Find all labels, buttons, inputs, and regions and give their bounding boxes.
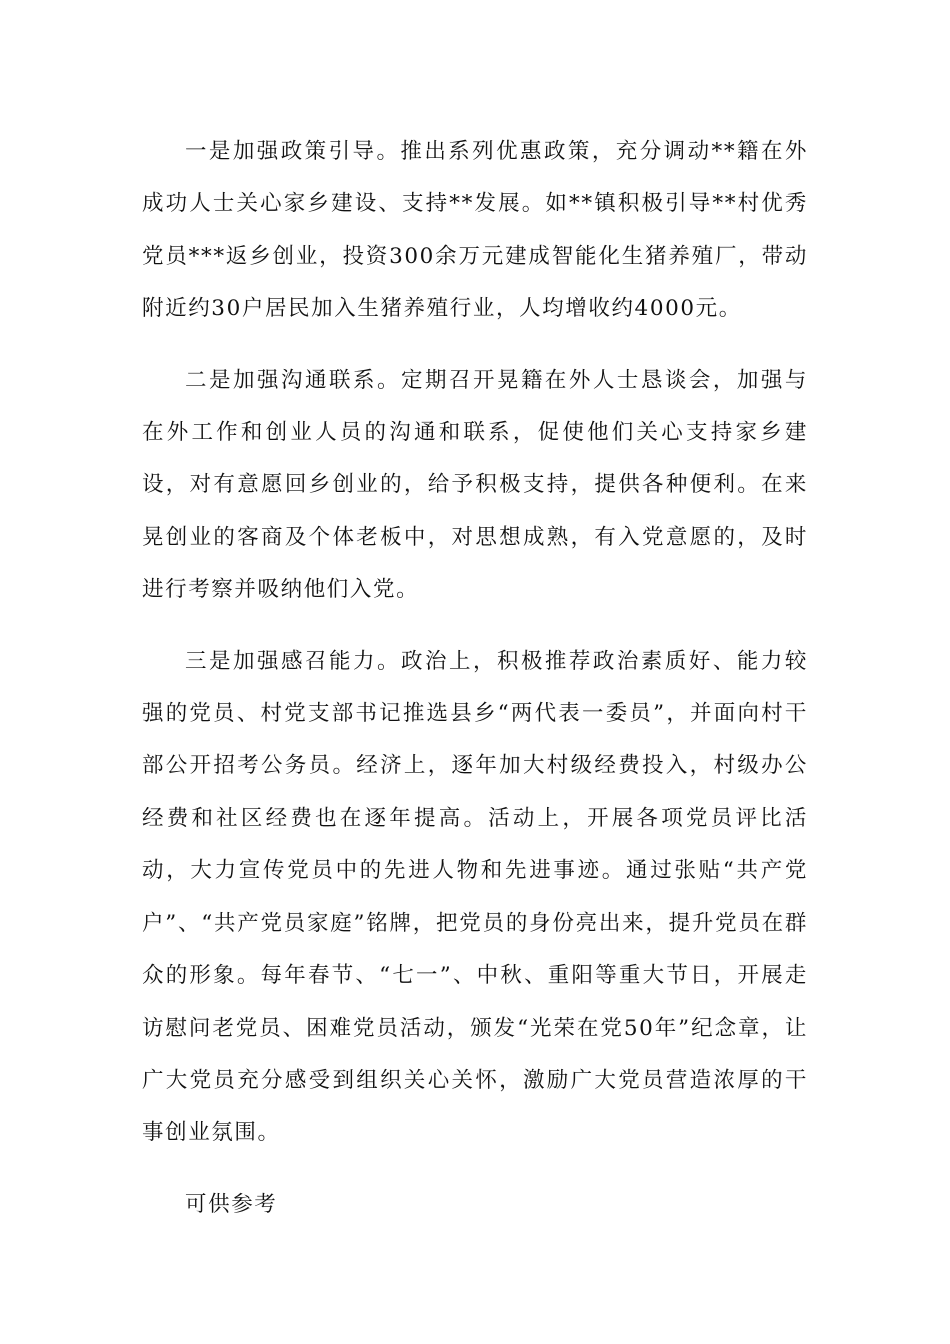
document-body	[142, 126, 808, 1250]
paragraph-policy-guidance: 一是加强政策引导。推出系列优惠政策，充分调动**籍在外成功人士关心家乡建设、支持**发展。如**镇积极引导**村优秀党员***返乡创业，投资300余万元建成智能化生猪养殖厂，带动附近约30户居民加入生猪养殖行业，人均增收约4000元。	[142, 139, 808, 322]
paragraph-communication: 二是加强沟通联系。定期召开晃籍在外人士恳谈会，加强与在外工作和创业人员的沟通和联系，促使他们关心支持家乡建设，对有意愿回乡创业的，给予积极支持，提供各种便利。在来晃创业的客商及个体老板中，对思想成熟，有入党意愿的，及时进行考察并吸纳他们入党。	[142, 367, 808, 603]
closing-note: 可供参考	[185, 1191, 278, 1217]
paragraph-appeal: 三是加强感召能力。政治上，积极推荐政治素质好、能力较强的党员、村党支部书记推选县乡“两代表一委员”，并面向村干部公开招考公务员。经济上，逐年加大村级经费投入，村级办公经费和社区经费也在逐年提高。活动上，开展各项党员评比活动，大力宣传党员中的先进人物和先进事迹。通过张贴“共产党户”、“共产党员家庭”铭牌，把党员的身份亮出来，提升党员在群众的形象。每年春节、“七一”、中秋、重阳等重大节日，开展走访慰问老党员、困难党员活动，颁发“光荣在党50年”纪念章，让广大党员充分感受到组织关心关怀，激励广大党员营造浓厚的干事创业氛围。	[142, 648, 808, 1146]
